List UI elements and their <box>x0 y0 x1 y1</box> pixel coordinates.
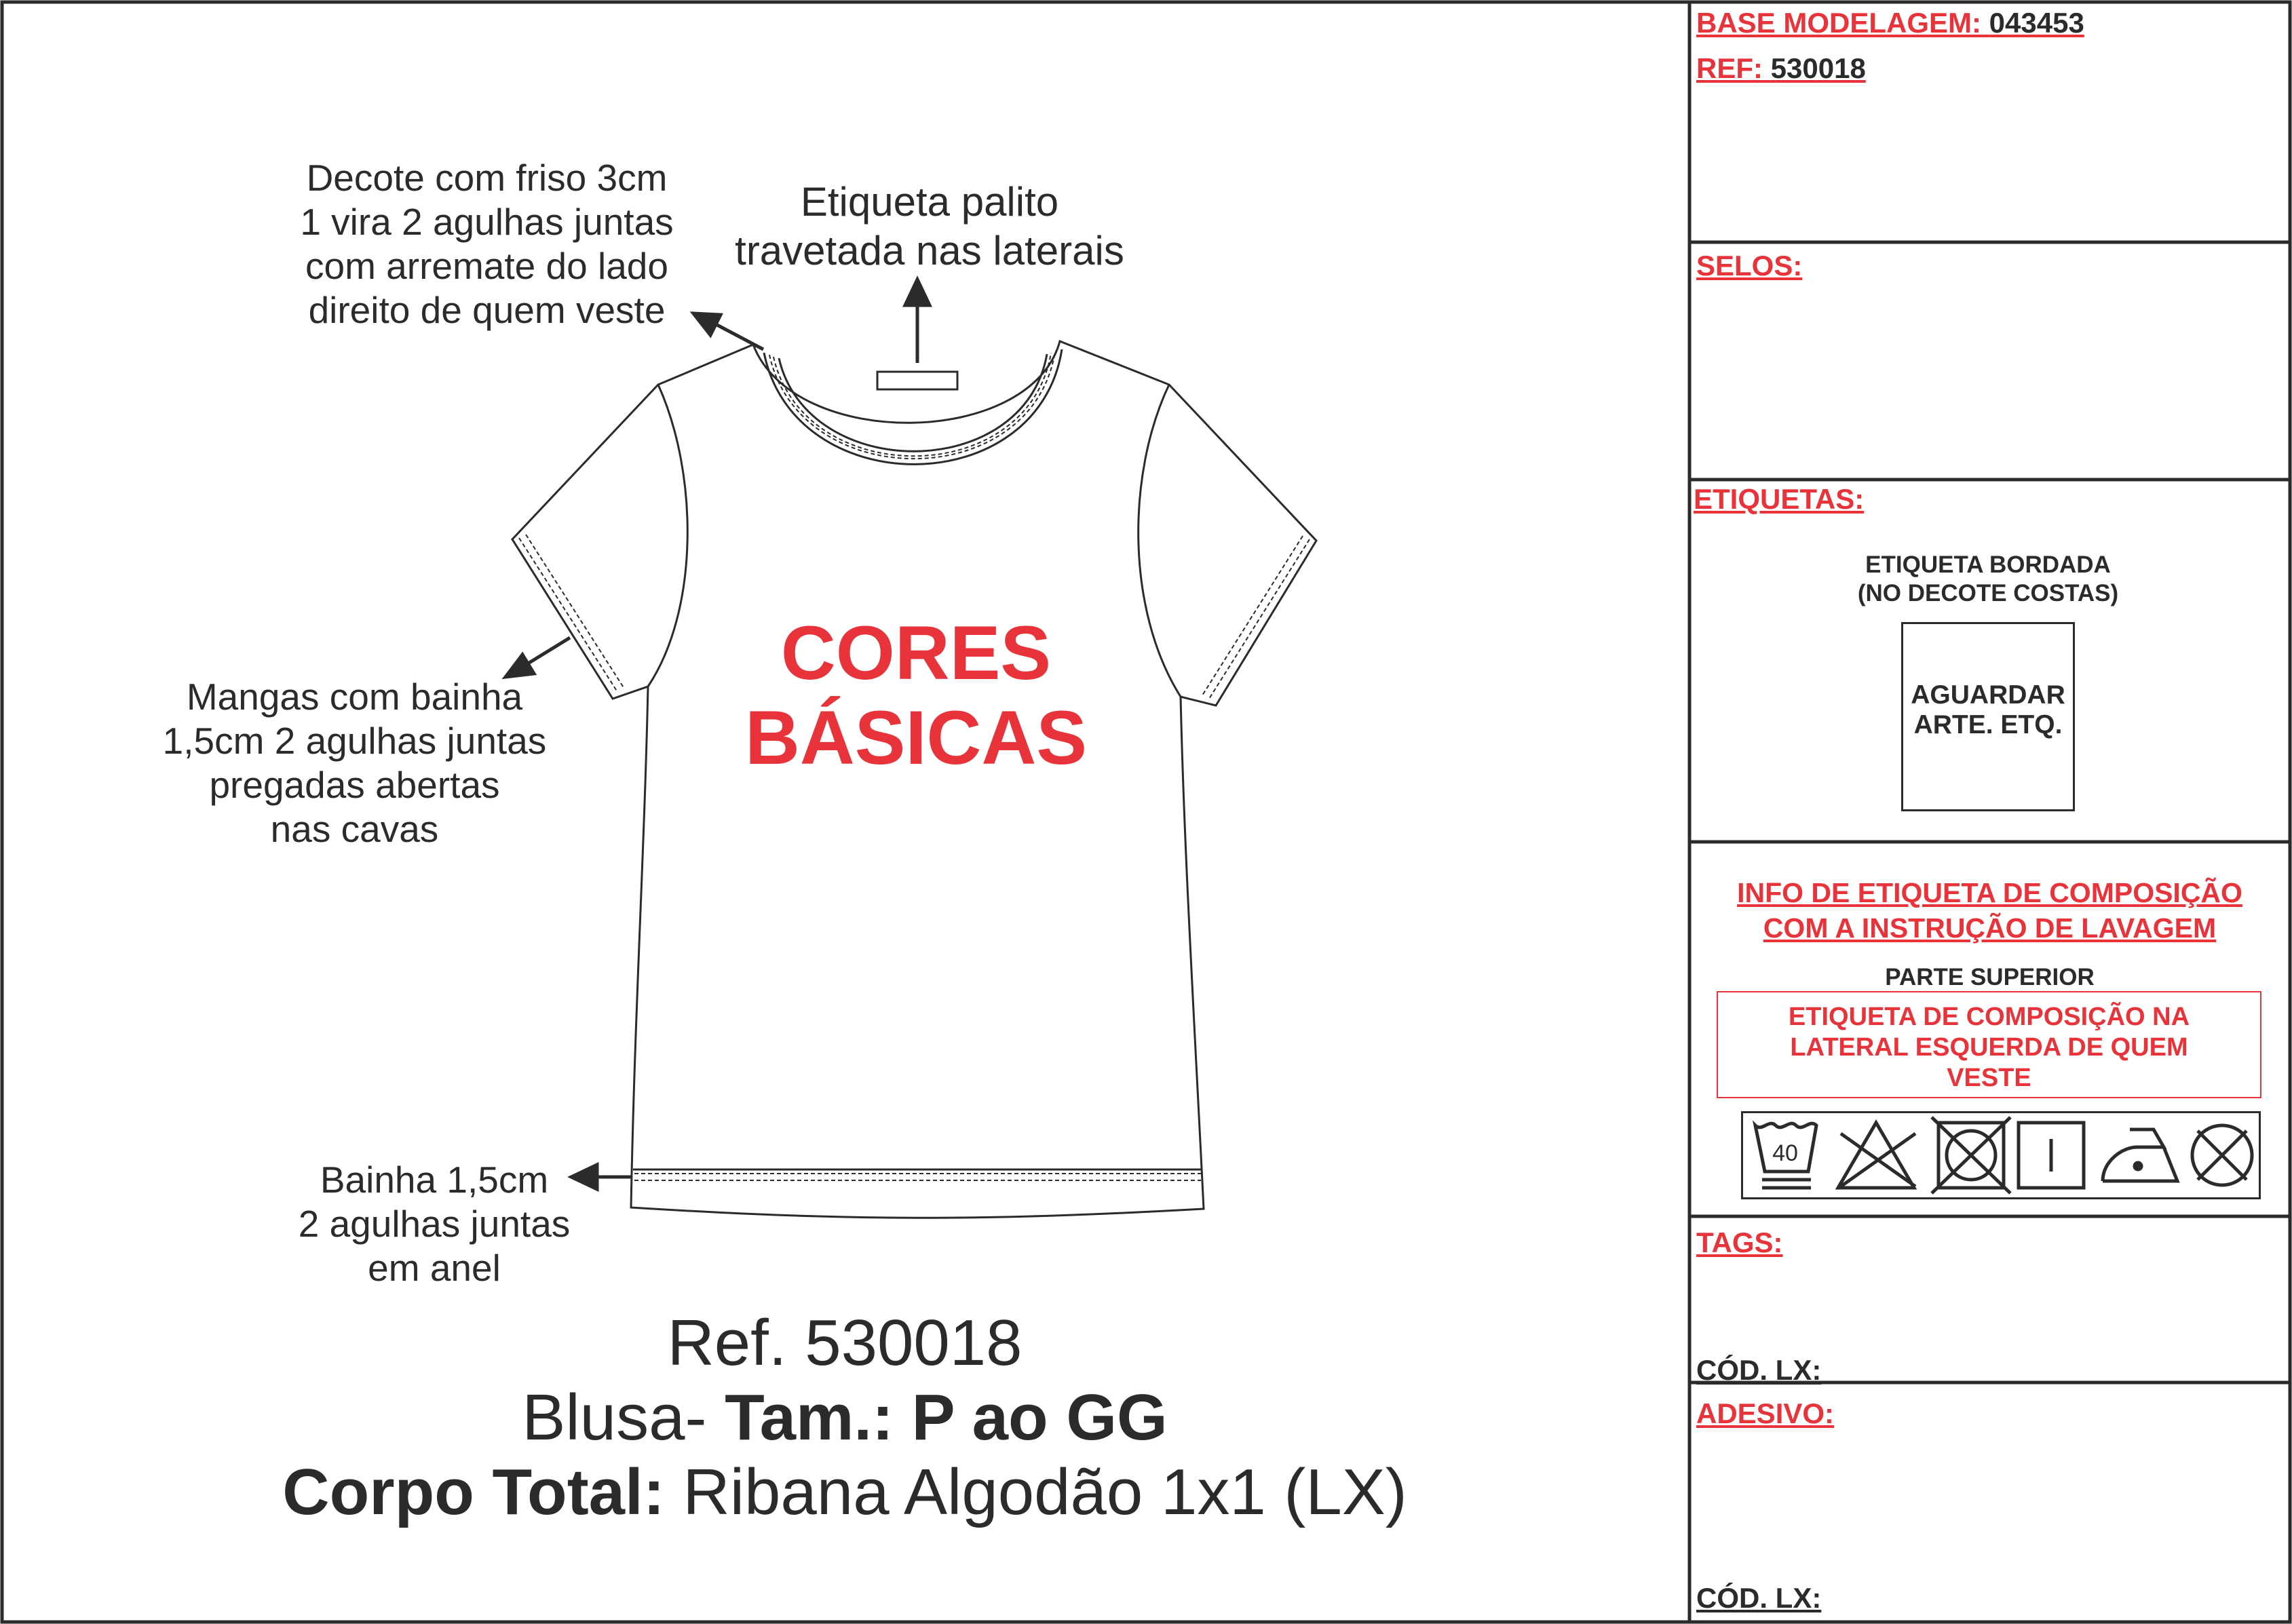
selos-label: SELOS: <box>1696 250 1803 282</box>
etiqueta-bordada-line: (NO DECOTE COSTAS) <box>1857 580 2119 606</box>
footer-corpo-line <box>0 1455 1689 1530</box>
annotation-line: com arremate do lado <box>305 245 668 287</box>
tags-label: TAGS: <box>1696 1226 1783 1258</box>
composicao-line: LATERAL ESQUERDA DE QUEM <box>1790 1033 2188 1062</box>
care-symbols <box>1743 1113 2259 1197</box>
aguardar-text <box>1901 680 2075 740</box>
annotation-line: Decote com friso 3cm <box>306 157 668 199</box>
base-label: BASE MODELAGEM: <box>1696 7 1981 39</box>
info-title <box>1696 875 2283 946</box>
etiquetas-label: ETIQUETAS: <box>1694 483 1865 515</box>
footer-corpo-label: Corpo Total: <box>282 1456 665 1528</box>
footer-ref: Ref. 530018 <box>667 1307 1023 1379</box>
aguardar-line: AGUARDAR <box>1911 680 2065 710</box>
no-dry-clean-icon <box>2192 1125 2252 1185</box>
cod-lx-adesivo: CÓD. LX: <box>1696 1582 1822 1614</box>
footer-corpo-value: Ribana Algodão 1x1 (LX) <box>683 1456 1407 1528</box>
shirt-print-line: CORES <box>780 611 1052 695</box>
base-modelagem <box>1696 7 2084 39</box>
cod-lx-tags: CÓD. LX: <box>1696 1354 1822 1386</box>
annotation-line: em anel <box>368 1247 501 1289</box>
no-tumble-dry-icon <box>1932 1117 2010 1193</box>
footer-blusa-line <box>0 1380 1689 1455</box>
line-dry-icon <box>2019 1123 2084 1188</box>
annotation-line: nas cavas <box>270 808 439 850</box>
ref-row <box>1696 52 1866 85</box>
wash-temp-text: 40 <box>1772 1140 1798 1166</box>
neckline-annotation <box>292 156 682 332</box>
etiqueta-bordada-line: ETIQUETA BORDADA <box>1865 552 2111 578</box>
annotation-line: Bainha 1,5cm <box>320 1159 549 1201</box>
label-annotation <box>712 178 1147 275</box>
annotation-line: Mangas com bainha <box>186 676 523 718</box>
info-title-line: COM A INSTRUÇÃO DE LAVAGEM <box>1763 912 2217 944</box>
adesivo-label: ADESIVO: <box>1696 1397 1835 1429</box>
no-bleach-icon <box>1838 1123 1915 1188</box>
aguardar-line: ARTE. ETQ. <box>1913 710 2063 739</box>
etiqueta-bordada <box>1764 551 2212 608</box>
composicao-text <box>1717 1002 2261 1094</box>
annotation-line: Etiqueta palito <box>800 179 1059 225</box>
sleeves-annotation <box>146 675 563 851</box>
annotation-line: direito de quem veste <box>308 289 666 331</box>
footer <box>0 1306 1689 1530</box>
hem-annotation <box>285 1158 584 1290</box>
footer-blusa: Blusa- <box>522 1381 707 1454</box>
annotation-line: pregadas abertas <box>209 764 500 806</box>
iron-low-icon <box>2103 1129 2177 1181</box>
composicao-line: ETIQUETA DE COMPOSIÇÃO NA <box>1788 1003 2190 1031</box>
annotation-line: 2 agulhas juntas <box>298 1203 571 1245</box>
shirt-print-text <box>712 611 1120 780</box>
annotation-line: travetada nas laterais <box>735 228 1124 273</box>
composicao-line: VESTE <box>1947 1064 2031 1092</box>
annotation-line: 1,5cm 2 agulhas juntas <box>162 720 547 762</box>
base-value: 043453 <box>1989 7 2084 39</box>
shirt-print-line: BÁSICAS <box>744 695 1088 780</box>
annotation-line: 1 vira 2 agulhas juntas <box>300 201 674 243</box>
ref-label: REF: <box>1696 52 1763 84</box>
parte-superior: PARTE SUPERIOR <box>1885 964 2095 990</box>
footer-tam: Tam.: P ao GG <box>725 1381 1168 1454</box>
ref-value: 530018 <box>1770 52 1866 84</box>
care-symbols-box <box>1741 1111 2261 1199</box>
info-title-line: INFO DE ETIQUETA DE COMPOSIÇÃO <box>1737 877 2242 908</box>
